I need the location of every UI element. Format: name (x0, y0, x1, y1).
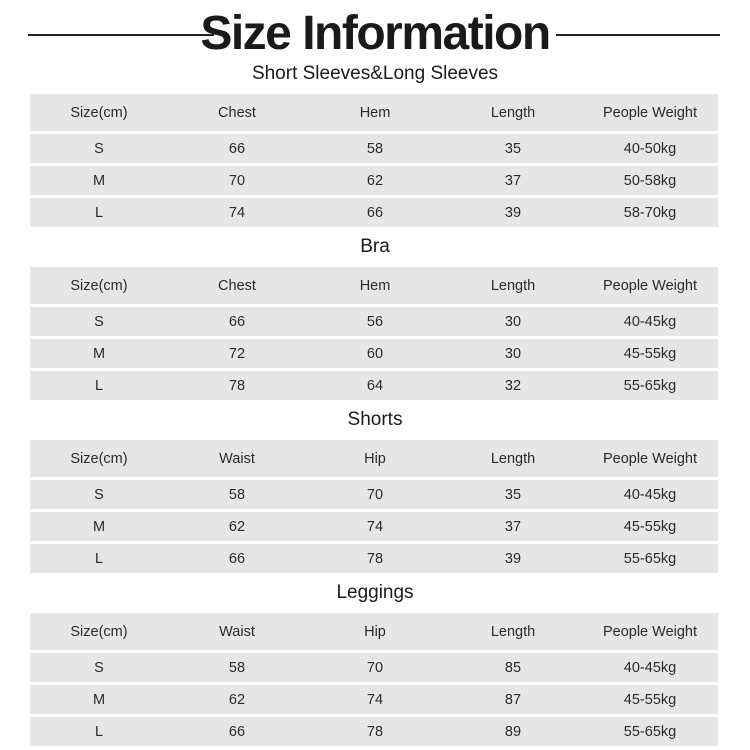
column-header: Size(cm) (30, 613, 168, 652)
table-cell: 40-45kg (582, 306, 718, 338)
table-cell: 66 (168, 306, 306, 338)
column-header: Waist (168, 613, 306, 652)
table-cell: 56 (306, 306, 444, 338)
table-cell: 72 (168, 338, 306, 370)
section-title-leggings: Leggings (336, 582, 414, 603)
column-header: People Weight (582, 440, 718, 479)
table-cell: 39 (444, 197, 582, 228)
table-cell: S (30, 652, 168, 684)
table-cell: 39 (444, 543, 582, 574)
section-title-shorts: Shorts (347, 409, 403, 430)
table-cell: 40-50kg (582, 133, 718, 165)
table-cell: M (30, 511, 168, 543)
table-cell: 87 (444, 684, 582, 716)
table-cell: M (30, 338, 168, 370)
table-row (30, 479, 718, 511)
column-header: Hem (306, 267, 444, 306)
table-cell: 66 (168, 133, 306, 165)
table-cell: 78 (168, 370, 306, 401)
table-cell: 62 (168, 511, 306, 543)
table-cell: 78 (306, 716, 444, 747)
table-cell: 78 (306, 543, 444, 574)
table-cell: 32 (444, 370, 582, 401)
table-cell: 55-65kg (582, 716, 718, 747)
column-header: People Weight (582, 94, 718, 133)
page-title: Size Information (200, 7, 550, 60)
table-row (30, 197, 718, 228)
table-row (30, 716, 718, 747)
table-cell: 40-45kg (582, 479, 718, 511)
title-rule-right (556, 34, 720, 36)
section-title-bra: Bra (360, 236, 390, 257)
table-cell: 58 (306, 133, 444, 165)
table-cell: 66 (306, 197, 444, 228)
table-cell: 64 (306, 370, 444, 401)
table-cell: 85 (444, 652, 582, 684)
table-cell: L (30, 197, 168, 228)
column-header: Chest (168, 267, 306, 306)
column-header: Size(cm) (30, 94, 168, 133)
size-table-shorts (30, 440, 718, 573)
table-cell: 58 (168, 479, 306, 511)
column-header: People Weight (582, 613, 718, 652)
table-cell: 89 (444, 716, 582, 747)
table-cell: 30 (444, 338, 582, 370)
table-cell: 37 (444, 511, 582, 543)
table-cell: 62 (168, 684, 306, 716)
table-cell: 45-55kg (582, 511, 718, 543)
table-cell: L (30, 716, 168, 747)
table-cell: L (30, 370, 168, 401)
table-cell: 35 (444, 133, 582, 165)
table-cell: 35 (444, 479, 582, 511)
column-header: Hem (306, 94, 444, 133)
table-cell: 50-58kg (582, 165, 718, 197)
column-header: Length (444, 94, 582, 133)
table-cell: 45-55kg (582, 338, 718, 370)
column-header: Length (444, 440, 582, 479)
table-row (30, 652, 718, 684)
table-header-row (30, 267, 718, 306)
table-cell: 74 (306, 684, 444, 716)
column-header: Size(cm) (30, 267, 168, 306)
table-cell: 66 (168, 716, 306, 747)
table-cell: M (30, 684, 168, 716)
table-row (30, 543, 718, 574)
table-cell: 58-70kg (582, 197, 718, 228)
table-cell: 66 (168, 543, 306, 574)
table-header-row (30, 613, 718, 652)
page-header (0, 0, 750, 64)
column-header: Length (444, 613, 582, 652)
size-table-bra (30, 267, 718, 400)
table-cell: 70 (306, 479, 444, 511)
column-header: Waist (168, 440, 306, 479)
column-header: People Weight (582, 267, 718, 306)
table-cell: L (30, 543, 168, 574)
column-header: Chest (168, 94, 306, 133)
table-row (30, 370, 718, 401)
table-cell: M (30, 165, 168, 197)
table-row (30, 165, 718, 197)
column-header: Hip (306, 613, 444, 652)
table-cell: 60 (306, 338, 444, 370)
column-header: Size(cm) (30, 440, 168, 479)
table-row (30, 511, 718, 543)
table-row (30, 306, 718, 338)
table-cell: 55-65kg (582, 543, 718, 574)
table-cell: 70 (168, 165, 306, 197)
table-row (30, 684, 718, 716)
table-cell: 45-55kg (582, 684, 718, 716)
table-cell: S (30, 306, 168, 338)
table-cell: 37 (444, 165, 582, 197)
table-cell: S (30, 133, 168, 165)
table-cell: 55-65kg (582, 370, 718, 401)
section-title-short-long-sleeves: Short Sleeves&Long Sleeves (251, 63, 499, 84)
table-cell: 62 (306, 165, 444, 197)
table-row (30, 338, 718, 370)
table-cell: S (30, 479, 168, 511)
column-header: Length (444, 267, 582, 306)
table-row (30, 133, 718, 165)
table-header-row (30, 440, 718, 479)
table-cell: 58 (168, 652, 306, 684)
table-header-row (30, 94, 718, 133)
table-cell: 30 (444, 306, 582, 338)
table-cell: 74 (168, 197, 306, 228)
size-table-short-long-sleeves (30, 94, 718, 227)
column-header: Hip (306, 440, 444, 479)
table-cell: 70 (306, 652, 444, 684)
table-cell: 74 (306, 511, 444, 543)
table-cell: 40-45kg (582, 652, 718, 684)
size-table-leggings (30, 613, 718, 746)
